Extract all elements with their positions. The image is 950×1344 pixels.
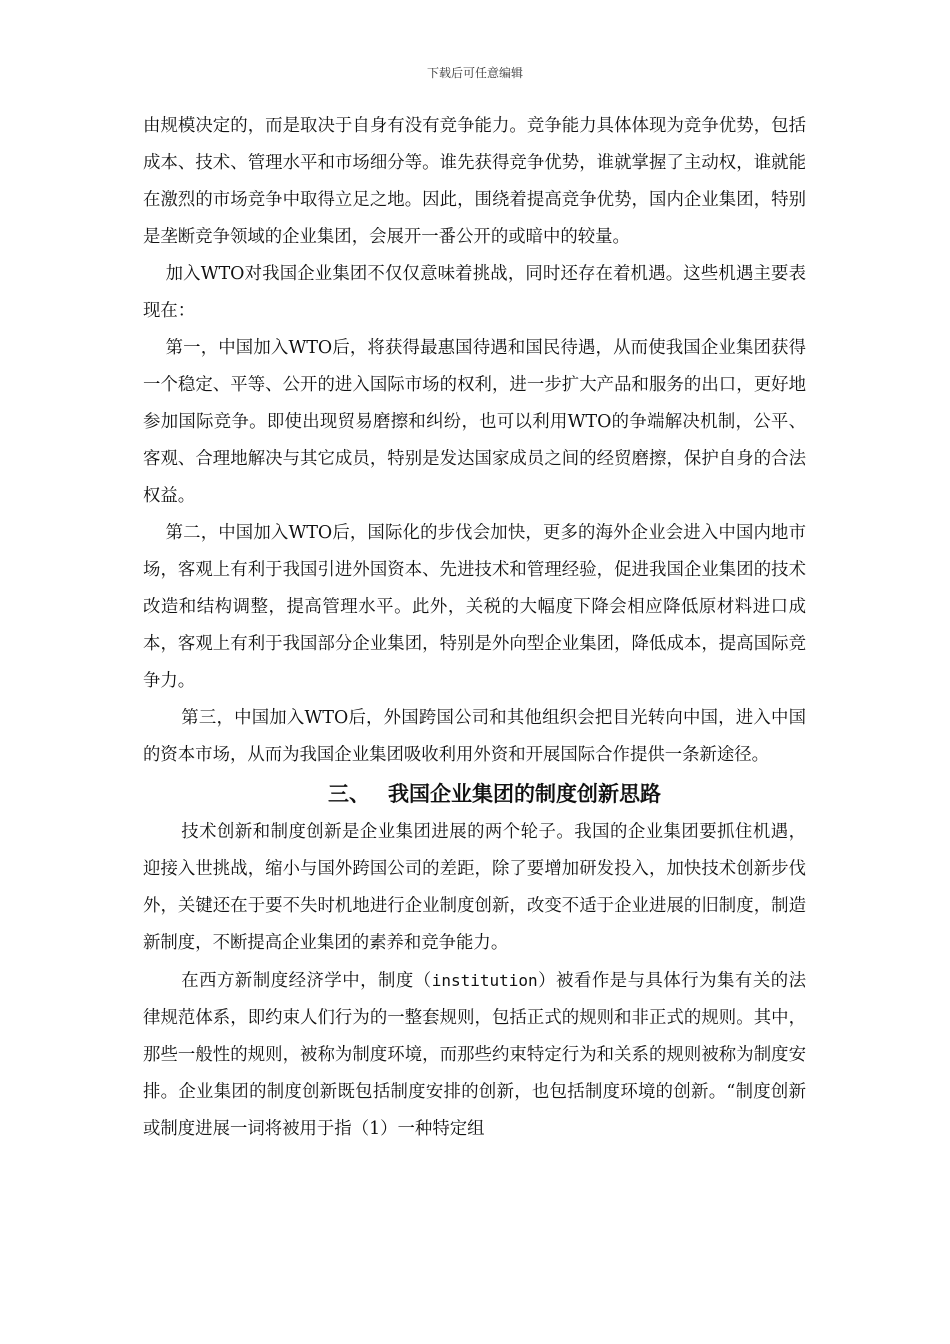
paragraph: 第一，中国加入WTO后，将获得最惠国待遇和国民待遇，从而使我国企业集团获得一个稳定、平等、公开的进入国际市场的权利，进一步扩大产品和服务的出口，更好地参加国际竞争。即使出现贸易磨擦和纠纷，也可以利用WTO的争端解决机制，公平、客观、合理地解决与其它成员，特别是发达国家成员之间的经贸磨擦，保护自身的合法权益。 — [143, 338, 806, 506]
document-body — [143, 108, 806, 1148]
paragraph — [143, 962, 806, 1148]
paragraph: 技术创新和制度创新是企业集团进展的两个轮子。我国的企业集团要抓住机遇，迎接入世挑战，缩小与国外跨国公司的差距，除了要增加研发投入，加快技术创新步伐外，关键还在于要不失时机地进行企业制度创新，改变不适于企业进展的旧制度，制造新制度，不断提高企业集团的素养和竞争能力。 — [143, 822, 806, 953]
paragraph: 由规模决定的，而是取决于自身有没有竞争能力。竞争能力具体体现为竞争优势，包括成本、技术、管理水平和市场细分等。谁先获得竞争优势，谁就掌握了主动权，谁就能在激烈的市场竞争中取得立足之地。因此，围绕着提高竞争优势，国内企业集团，特别是垄断竞争领域的企业集团，会展开一番公开的或暗中的较量。 — [143, 116, 806, 247]
paragraph-text: ）被看作是与具体行为集有关的法律规范体系，即约束人们行为的一整套规则，包括正式的规则和非正式的规则。其中，那些一般性的规则，被称为制度环境，而那些约束特定行为和关系的规则被称为制度安排。企业集团的制度创新既包括制度安排的创新，也包括制度环境的创新。“制度创新或制度进展一词将被用于指（1）一种特定组 — [143, 971, 806, 1139]
paragraph: 第二，中国加入WTO后，国际化的步伐会加快，更多的海外企业会进入中国内地市场，客观上有利于我国引进外国资本、先进技术和管理经验，促进我国企业集团的技术改造和结构调整，提高管理水平。此外，关税的大幅度下降会相应降低原材料进口成本，客观上有利于我国部分企业集团，特别是外向型企业集团，降低成本，提高国际竞争力。 — [143, 523, 806, 691]
section-number: 三、 — [328, 782, 370, 806]
paragraph-text: 在西方新制度经济学中，制度（ — [181, 971, 432, 991]
section-title: 我国企业集团的制度创新思路 — [388, 782, 661, 806]
section-heading — [143, 774, 806, 814]
term-institution: institution — [431, 971, 538, 990]
page-header: 下载后可任意编辑 — [426, 66, 523, 80]
paragraph: 第三，中国加入WTO后，外国跨国公司和其他组织会把目光转向中国，进入中国的资本市场，从而为我国企业集团吸收利用外资和开展国际合作提供一条新途径。 — [143, 708, 806, 765]
paragraph: 加入WTO对我国企业集团不仅仅意味着挑战，同时还存在着机遇。这些机遇主要表现在： — [143, 264, 806, 321]
